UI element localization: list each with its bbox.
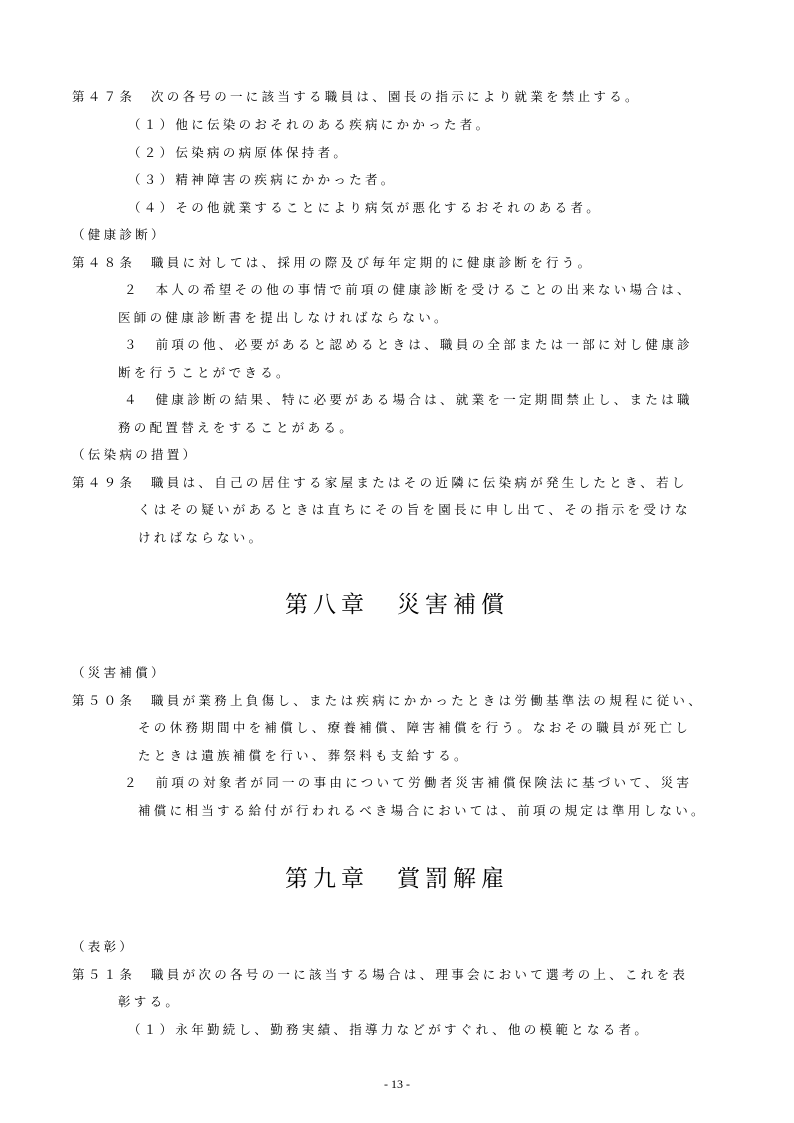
- article-48-para-4-line-1: ４ 健康診断の結果、特に必要がある場合は、就業を一定期間禁止し、または職: [124, 392, 693, 407]
- article-50-line-1: 第５０条 職員が業務上負傷し、または疾病にかかったときは労働基準法の規程に従い、: [72, 693, 705, 708]
- article-47-item-1: （１）他に伝染のおそれのある疾病にかかった者。: [128, 117, 492, 132]
- article-51-line-1: 第５１条 職員が次の各号の一に該当する場合は、理事会において選考の上、これを表: [72, 967, 689, 982]
- article-47-heading: 第４７条 次の各号の一に該当する職員は、園長の指示により就業を禁止する。: [72, 89, 641, 104]
- article-48-para-3-line-1: ３ 前項の他、必要があると認めるときは、職員の全部または一部に対し健康診: [124, 337, 693, 352]
- article-48-para-2-line-1: ２ 本人の希望その他の事情で前項の健康診断を受けることの出来ない場合は、: [124, 282, 693, 297]
- chapter-9-title: 第九章 賞罰解雇: [285, 866, 509, 892]
- article-48-heading: 第４８条 職員に対しては、採用の際及び毎年定期的に健康診断を行う。: [72, 255, 594, 270]
- section-caption-health-check: （健康診断）: [72, 227, 167, 242]
- chapter-8-title: 第八章 災害補償: [285, 592, 509, 618]
- article-47-item-3: （３）精神障害の疾病にかかった者。: [128, 172, 397, 187]
- article-47-item-4: （４）その他就業することにより病気が悪化するおそれのある者。: [128, 200, 603, 215]
- page-number: - 13 -: [384, 1077, 410, 1091]
- article-50-para-2-line-2: 補償に相当する給付が行われるべき場合においては、前項の規定は準用しない。: [138, 803, 707, 818]
- article-50-para-2-line-1: ２ 前項の対象者が同一の事由について労働者災害補償保険法に基づいて、災害: [124, 775, 693, 790]
- section-caption-commendation: （表彰）: [72, 939, 136, 954]
- article-49-line-1: 第４９条 職員は、自己の居住する家屋またはその近隣に伝染病が発生したとき、若し: [72, 475, 688, 490]
- article-51-line-2: 彰する。: [118, 994, 182, 1009]
- article-50-line-3: たときは遺族補償を行い、葬祭料も支給する。: [138, 748, 470, 763]
- article-47-item-2: （２）伝染病の病原体保持者。: [128, 145, 350, 160]
- article-48-para-3-line-2: 断を行うことができる。: [118, 365, 292, 380]
- article-50-line-2: その休務期間中を補償し、療養補償、障害補償を行う。なおその職員が死亡し: [138, 720, 692, 735]
- section-caption-accident-compensation: （災害補償）: [72, 665, 167, 680]
- article-48-para-2-line-2: 医師の健康診断書を提出しなければならない。: [118, 310, 450, 325]
- article-49-line-2: くはその疑いがあるときは直ちにその旨を園長に申し出て、その指示を受けな: [138, 502, 691, 517]
- article-51-item-1: （１）永年勤続し、勤務実績、指導力などがすぐれ、他の模範となる者。: [128, 1022, 651, 1037]
- section-caption-infectious-disease: （伝染病の措置）: [72, 447, 199, 462]
- article-48-para-4-line-2: 務の配置替えをすることがある。: [118, 420, 356, 435]
- article-49-line-3: ければならない。: [138, 530, 265, 545]
